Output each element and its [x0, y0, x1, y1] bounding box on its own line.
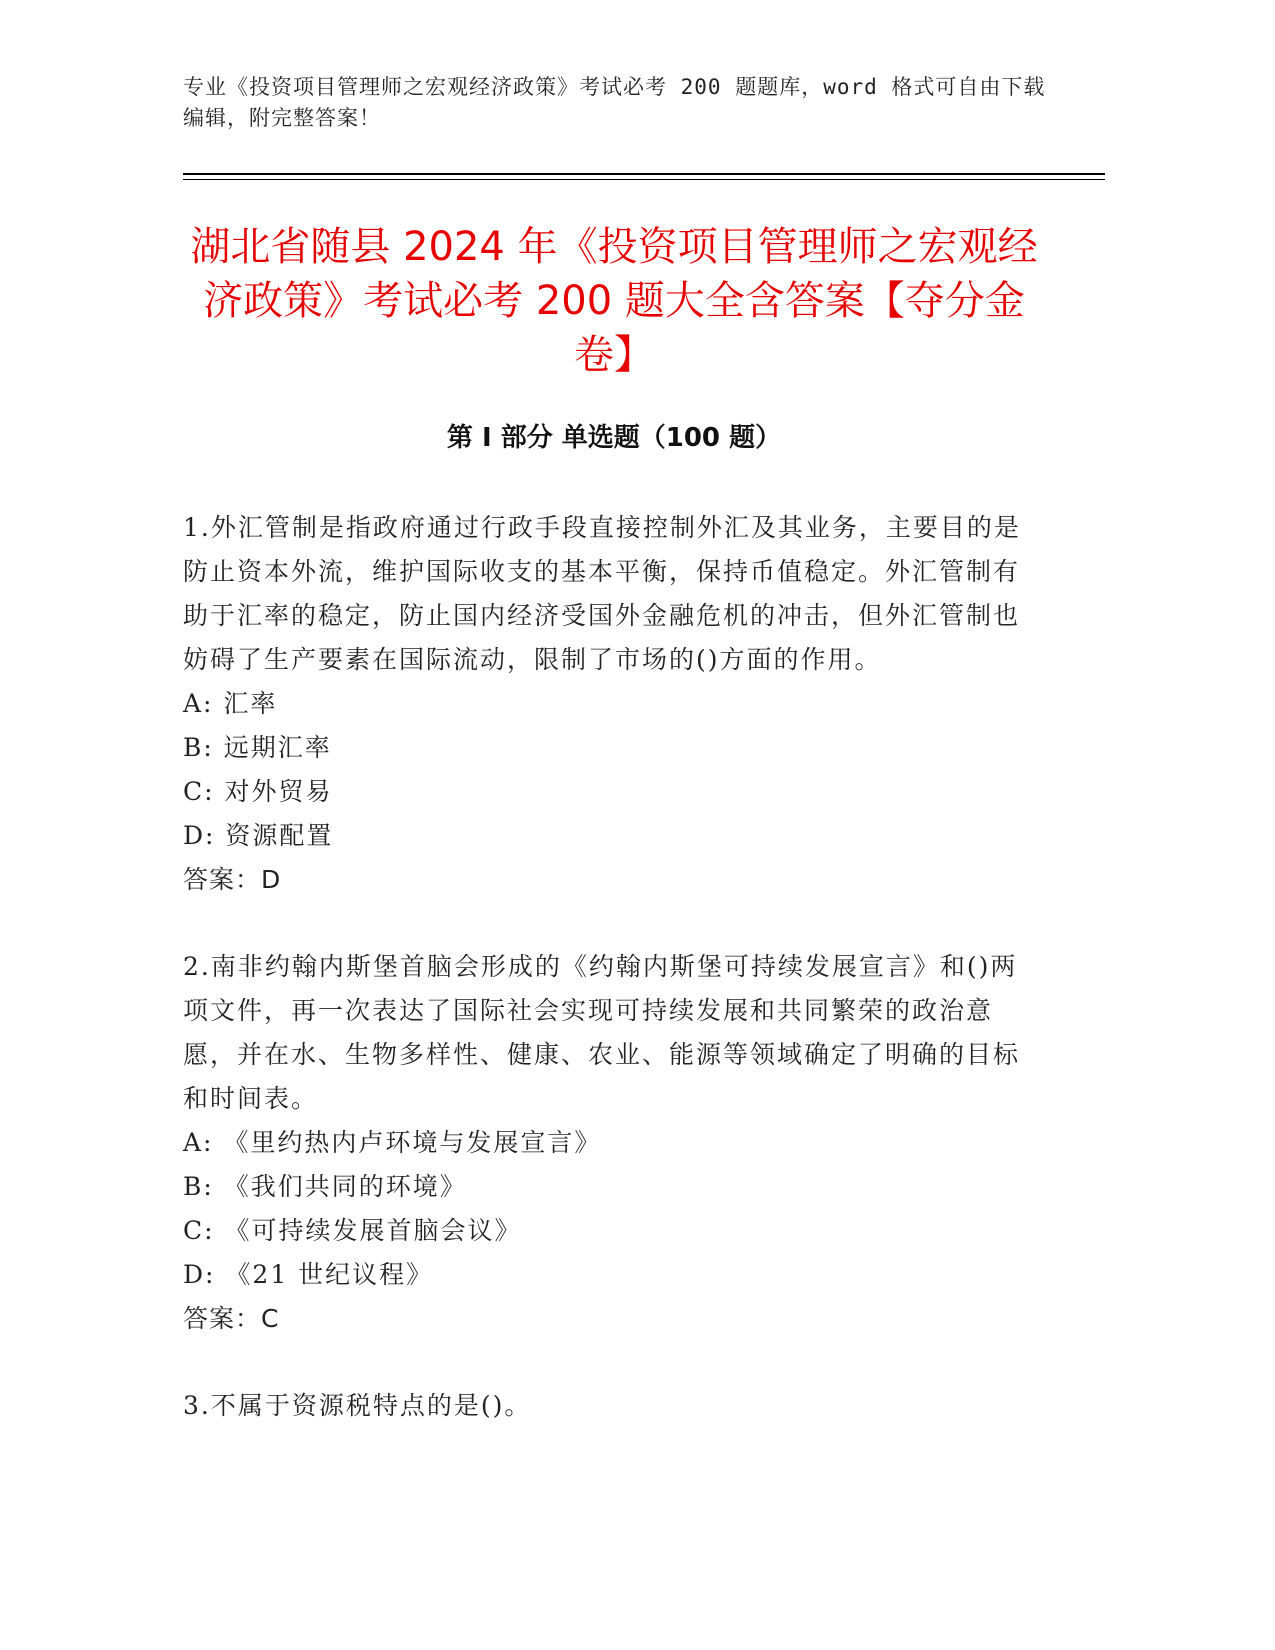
answer: 答案：C — [183, 1304, 280, 1333]
header-rule-thin — [183, 179, 1105, 180]
option-b: B: 《我们共同的环境》 — [183, 1172, 467, 1201]
question-stem: 2.南非约翰内斯堡首脑会形成的《约翰内斯堡可持续发展宣言》和()两项文件，再一次表达了国际社会实现可持续发展和共同繁荣的政治意愿，并在水、生物多样性、健康、农业、能源等领域确定了明确的目标和时间表。 — [183, 952, 1021, 1113]
option-a: A: 汇率 — [183, 689, 278, 718]
document-title: 湖北省随县 2024 年《投资项目管理师之宏观经济政策》考试必考 200 题大全含答案【夺分金卷】 — [190, 224, 1038, 378]
question-2 — [183, 945, 1023, 1341]
question-list — [183, 506, 1023, 1428]
section-title: 第 I 部分 单选题（100 题） — [446, 423, 782, 453]
option-d: D: 《21 世纪议程》 — [183, 1260, 434, 1289]
option-c: C: 《可持续发展首脑会议》 — [183, 1216, 522, 1245]
option-c: C: 对外贸易 — [183, 777, 333, 806]
answer: 答案：D — [183, 865, 282, 894]
question-stem: 3.不属于资源税特点的是()。 — [183, 1391, 532, 1420]
question-1 — [183, 506, 1023, 902]
question-3 — [183, 1384, 1023, 1428]
option-a: A: 《里约热内卢环境与发展宣言》 — [183, 1128, 602, 1157]
header-note: 专业《投资项目管理师之宏观经济政策》考试必考 200 题题库，word 格式可自由下载编辑，附完整答案！ — [183, 75, 1046, 130]
option-d: D: 资源配置 — [183, 821, 334, 850]
header-rule-thick — [183, 173, 1105, 175]
option-b: B: 远期汇率 — [183, 733, 332, 762]
question-stem: 1.外汇管制是指政府通过行政手段直接控制外汇及其业务，主要目的是防止资本外流，维护国际收支的基本平衡，保持币值稳定。外汇管制有助于汇率的稳定，防止国内经济受国外金融危机的冲击，但外汇管制也妨碍了生产要素在国际流动，限制了市场的()方面的作用。 — [183, 513, 1021, 674]
